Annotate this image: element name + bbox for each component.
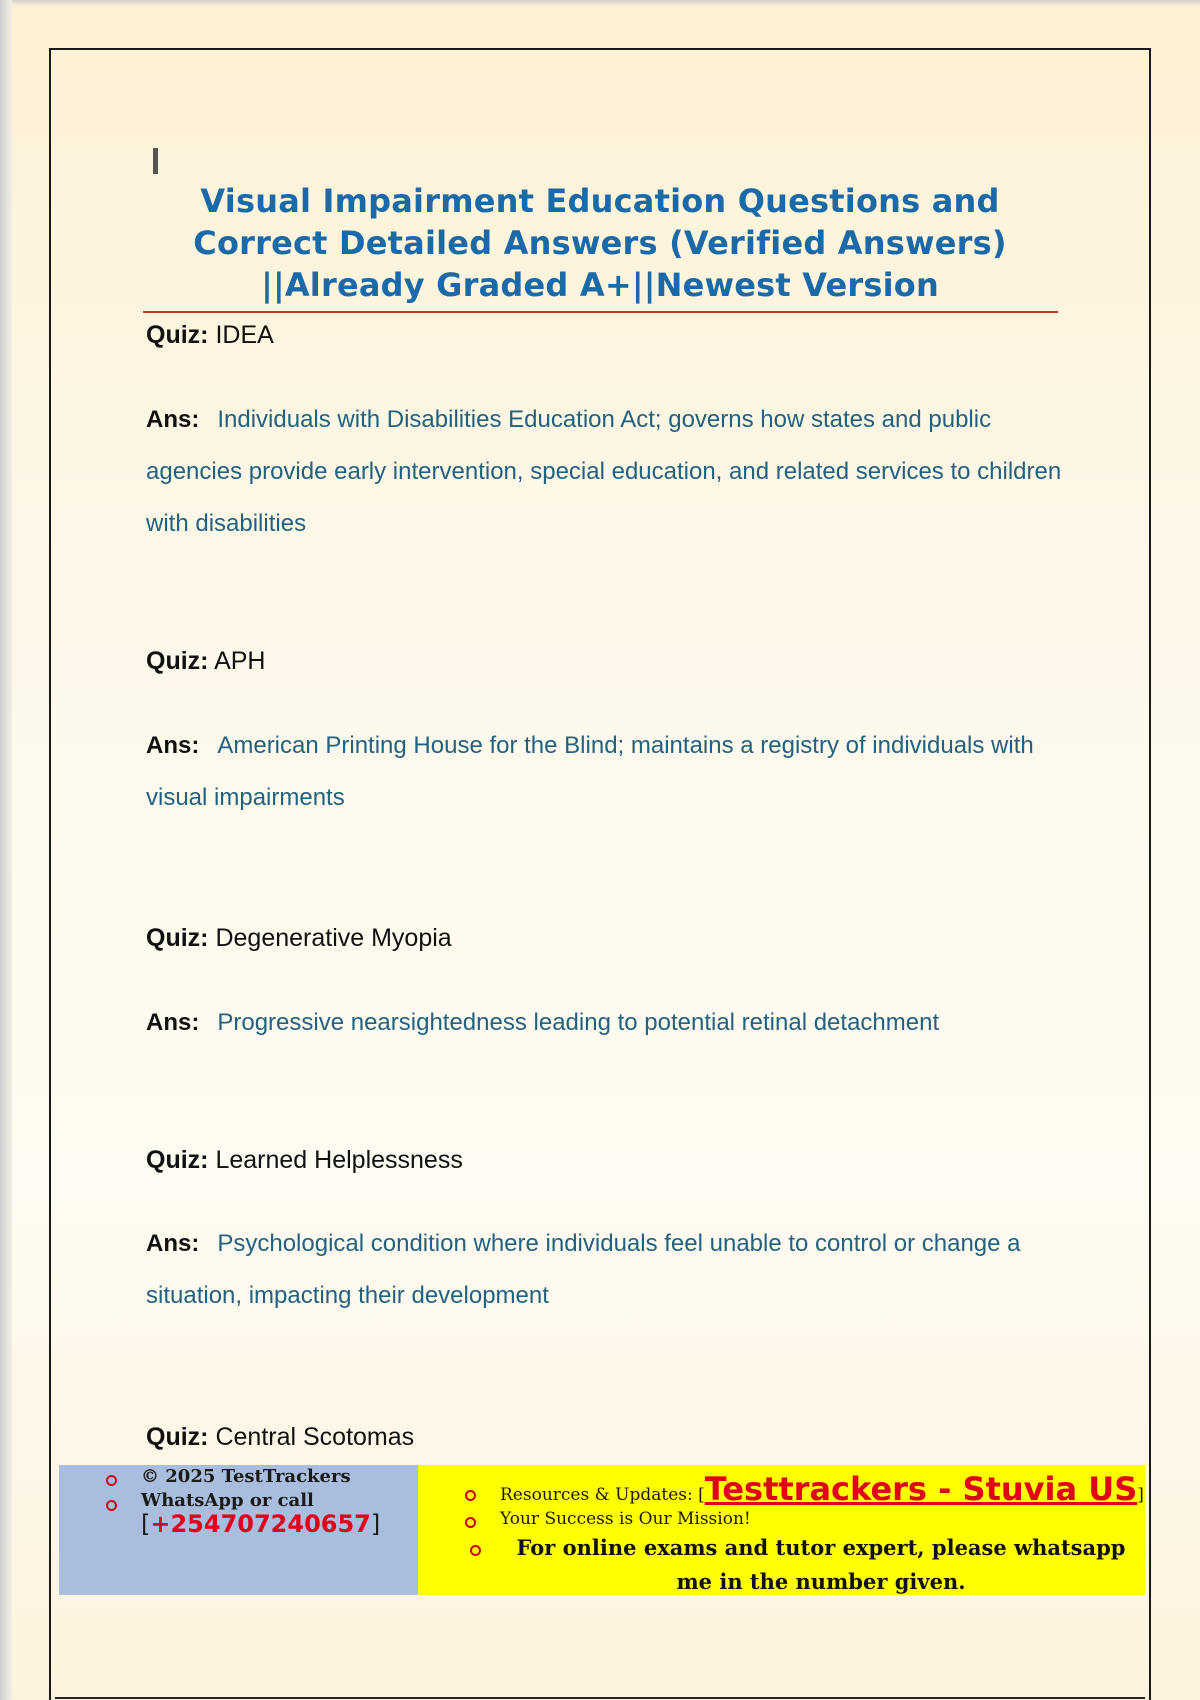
mission-text: Your Success is Our Mission! — [500, 1509, 751, 1529]
title-underline — [143, 311, 1058, 313]
qa-item — [146, 1422, 1066, 1452]
quiz-label: Quiz: — [146, 1146, 209, 1174]
answer-text: American Printing House for the Blind; maintains a registry of individuals with visual impairments — [146, 732, 1034, 811]
footer-contact-panel — [59, 1465, 418, 1595]
answer-block — [146, 997, 1066, 1049]
quiz-label: Quiz: — [146, 647, 209, 675]
ans-label: Ans: — [146, 1230, 200, 1257]
quiz-term: APH — [214, 647, 266, 675]
text-cursor — [153, 148, 158, 174]
answer-block — [146, 394, 1066, 550]
page-bottom-rule — [55, 1697, 1145, 1699]
quiz-term: Central Scotomas — [215, 1423, 415, 1451]
answer-text: Individuals with Disabilities Education Act; governs how states and public agencies provide early intervention, special education, and related services to children with disabilities — [146, 406, 1062, 537]
document-title: Visual Impairment Education Questions and Correct Detailed Answers (Verified Answers) ||Already Graded A+||Newest Version — [193, 182, 1007, 304]
answer-text: Progressive nearsightedness leading to potential retinal detachment — [217, 1009, 940, 1036]
quiz-term: Learned Helplessness — [215, 1146, 463, 1174]
resources-label: Resources & Updates: [ — [500, 1485, 705, 1505]
bullet-icon — [106, 1475, 117, 1486]
answer-block — [146, 1218, 1066, 1322]
quiz-line — [146, 646, 1066, 676]
bullet-icon — [106, 1500, 117, 1511]
footer-phone[interactable]: [+254707240657] — [141, 1510, 381, 1538]
footer-resources-panel — [418, 1465, 1145, 1595]
footer-contact-label: WhatsApp or call — [141, 1490, 314, 1511]
quiz-label: Quiz: — [146, 321, 209, 349]
qa-item — [146, 923, 1066, 953]
quiz-line — [146, 923, 1066, 953]
quiz-line — [146, 1145, 1066, 1175]
ans-label: Ans: — [146, 732, 200, 759]
answer-line — [146, 720, 1066, 824]
page-left-shadow — [0, 0, 12, 1700]
quiz-line — [146, 1422, 1066, 1452]
phone-number[interactable]: +254707240657 — [150, 1510, 371, 1538]
quiz-label: Quiz: — [146, 1423, 209, 1451]
qa-item — [146, 320, 1066, 350]
quiz-line — [146, 320, 1066, 350]
bullet-icon — [465, 1490, 476, 1501]
answer-line — [146, 394, 1066, 550]
qa-item — [146, 646, 1066, 676]
bullet-icon — [465, 1517, 476, 1528]
ans-label: Ans: — [146, 1009, 200, 1036]
footer-copyright: © 2025 TestTrackers — [141, 1466, 351, 1487]
bullet-icon — [470, 1545, 481, 1556]
stuvia-link[interactable]: Testtrackers - Stuvia US — [704, 1470, 1138, 1508]
answer-line — [146, 1218, 1066, 1322]
quiz-label: Quiz: — [146, 924, 209, 952]
answer-block — [146, 720, 1066, 824]
tutor-whatsapp-text: For online exams and tutor expert, please whatsapp me in the number given. — [516, 1535, 1126, 1594]
resources-close: ] — [1137, 1485, 1144, 1505]
qa-item — [146, 1145, 1066, 1175]
quiz-term: IDEA — [215, 321, 274, 349]
page-top-shadow — [0, 0, 1200, 6]
ans-label: Ans: — [146, 406, 200, 433]
quiz-term: Degenerative Myopia — [215, 924, 452, 952]
resources-line — [500, 1470, 1144, 1508]
answer-line — [146, 997, 1066, 1049]
answer-text: Psychological condition where individuals feel unable to control or change a situation, impacting their development — [146, 1230, 1021, 1309]
